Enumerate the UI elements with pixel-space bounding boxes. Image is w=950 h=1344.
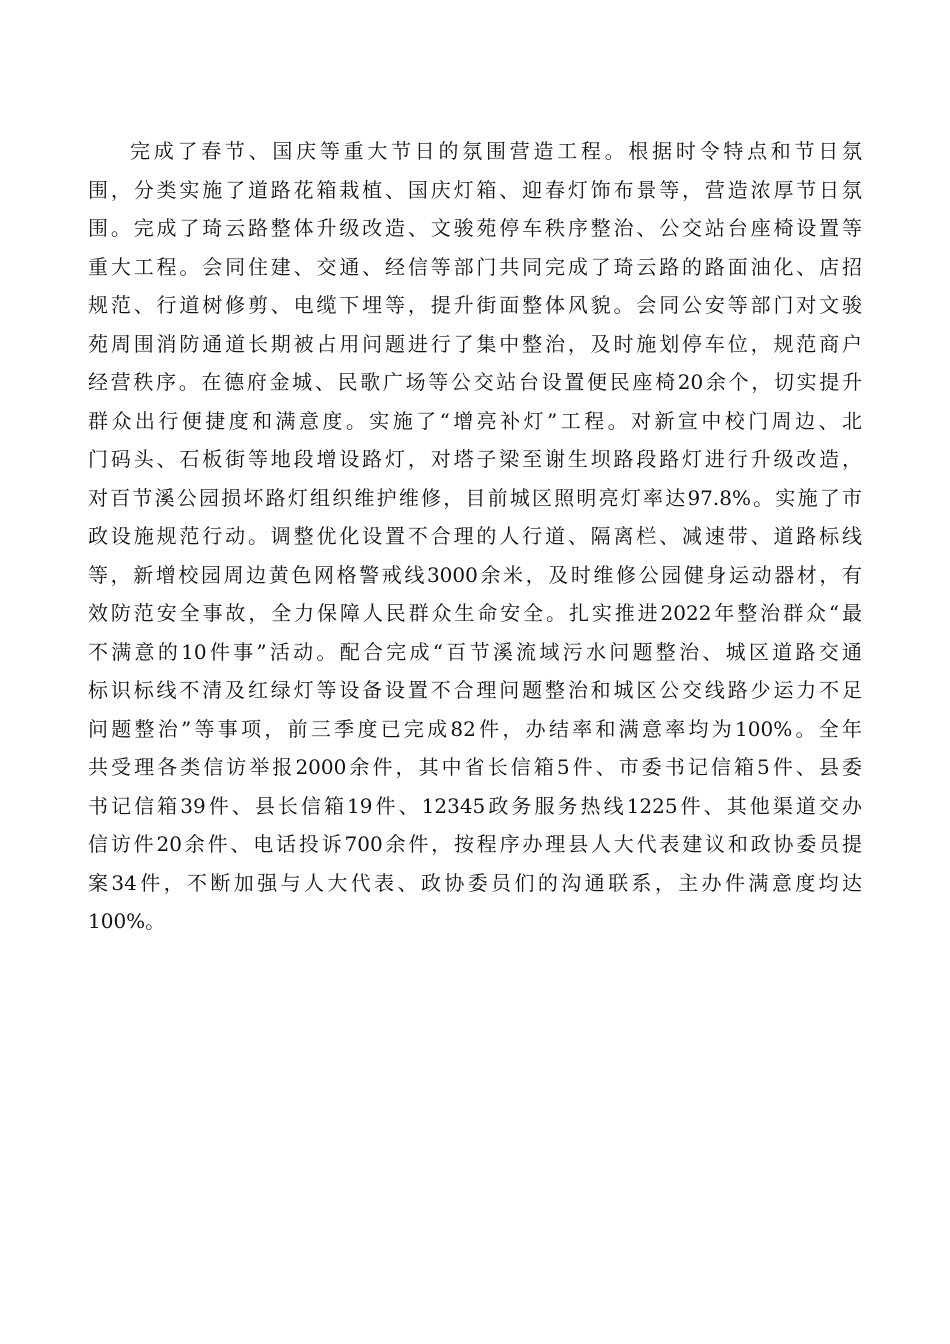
paragraph-line: 100%。 bbox=[88, 909, 166, 933]
paragraph-line: 对百节溪公园损坏路灯组织维护维修，目前城区照明亮灯率达97.8%。实施了市 bbox=[88, 485, 862, 510]
paragraph-line: 完成了春节、国庆等重大节日的氛围营造工程。根据时令特点和节日氛 bbox=[130, 139, 862, 163]
paragraph-line: 门码头、石板街等地段增设路灯，对塔子梁至谢生坝路段路灯进行升级改造， bbox=[88, 447, 862, 471]
body-paragraph bbox=[88, 132, 862, 941]
paragraph-line: 重大工程。会同住建、交通、经信等部门共同完成了琦云路的路面油化、店招 bbox=[88, 254, 862, 279]
paragraph-line: 等，新增校园周边黄色网格警戒线3000余米，及时维修公园健身运动器材，有 bbox=[88, 562, 862, 587]
paragraph-line: 不满意的10件事”活动。配合完成“百节溪流域污水问题整治、城区道路交通 bbox=[88, 639, 862, 664]
paragraph-line: 围，分类实施了道路花箱栽植、国庆灯箱、迎春灯饰布景等，营造浓厚节日氛 bbox=[88, 177, 862, 202]
paragraph-line: 共受理各类信访举报2000余件，其中省长信箱5件、市委书记信箱5件、县委 bbox=[88, 755, 862, 779]
paragraph-line: 围。完成了琦云路整体升级改造、文骏苑停车秩序整治、公交站台座椅设置等 bbox=[88, 216, 862, 240]
paragraph-line: 标识标线不清及红绿灯等设备设置不合理问题整治和城区公交线路少运力不足 bbox=[88, 678, 862, 702]
paragraph-line: 经营秩序。在德府金城、民歌广场等公交站台设置便民座椅20余个，切实提升 bbox=[88, 370, 862, 394]
paragraph-line: 群众出行便捷度和满意度。实施了“增亮补灯”工程。对新宣中校门周边、北 bbox=[88, 408, 862, 433]
paragraph-line: 信访件20余件、电话投诉700余件，按程序办理县人大代表建议和政协委员提 bbox=[88, 832, 862, 856]
paragraph-line: 效防范安全事故，全力保障人民群众生命安全。扎实推进2022年整治群众“最 bbox=[88, 601, 862, 625]
paragraph-line: 问题整治”等事项，前三季度已完成82件，办结率和满意率均为100%。全年 bbox=[88, 716, 862, 741]
paragraph-line: 书记信箱39件、县长信箱19件、12345政务服务热线1225件、其他渠道交办 bbox=[88, 793, 862, 818]
paragraph-line: 政设施规范行动。调整优化设置不合理的人行道、隔离栏、减速带、道路标线 bbox=[88, 524, 862, 548]
paragraph-line: 苑周围消防通道长期被占用问题进行了集中整治，及时施划停车位，规范商户 bbox=[88, 331, 862, 356]
paragraph-line: 规范、行道树修剪、电缆下埋等，提升街面整体风貌。会同公安等部门对文骏 bbox=[88, 293, 862, 317]
paragraph-line: 案34件，不断加强与人大代表、政协委员们的沟通联系，主办件满意度均达 bbox=[88, 870, 862, 895]
